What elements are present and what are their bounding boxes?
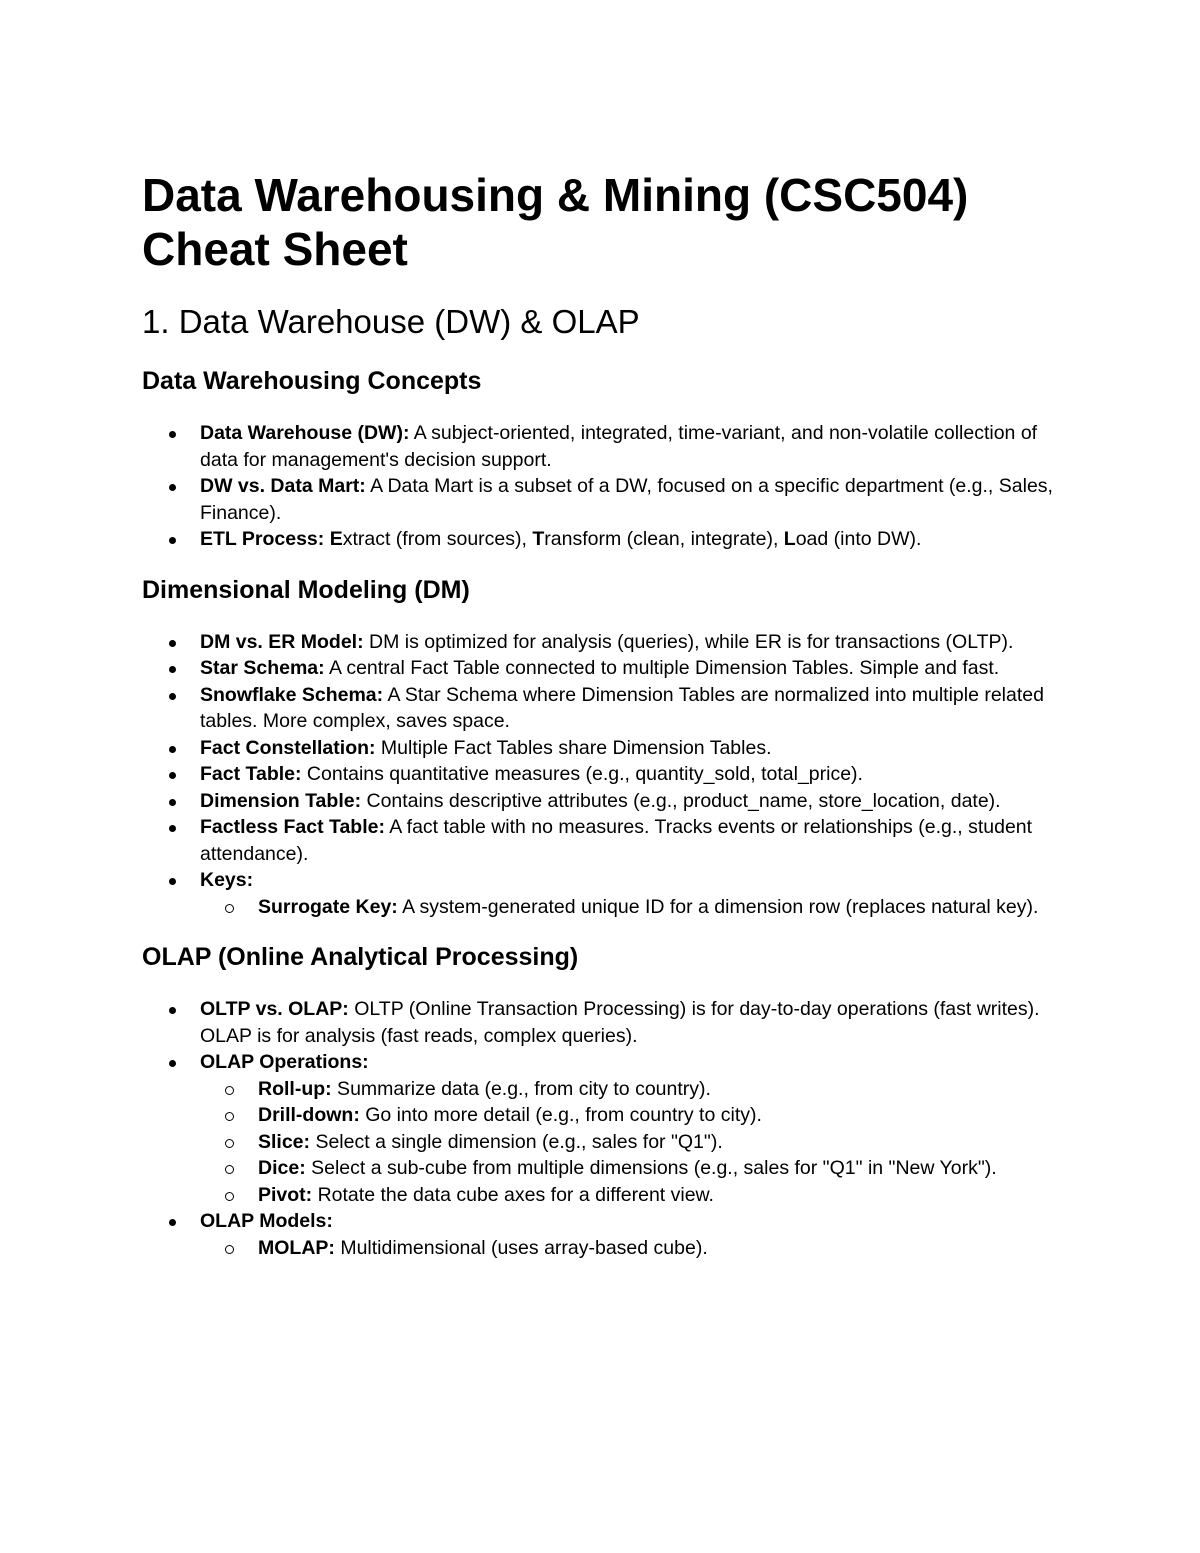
term: Drill-down: <box>258 1104 360 1126</box>
definition: Contains quantitative measures (e.g., quantity_sold, total_price). <box>301 763 863 785</box>
list-item <box>142 682 1062 735</box>
definition: Select a sub-cube from multiple dimensions (e.g., sales for "Q1" in "New York"). <box>305 1157 997 1179</box>
olap-list <box>142 996 1062 1261</box>
sub-list-item <box>200 1182 1062 1209</box>
bullet-icon <box>169 537 176 544</box>
hollow-bullet-icon <box>225 1086 234 1095</box>
etl-t: T <box>532 528 545 550</box>
title-line-2: Cheat Sheet <box>142 223 408 275</box>
term: Surrogate Key: <box>258 895 398 918</box>
sub-list-item <box>200 1129 1062 1156</box>
bullet-icon <box>169 1219 176 1226</box>
etl-e: E <box>329 528 343 550</box>
term: Pivot: <box>258 1183 313 1206</box>
sub-list-item <box>200 894 1062 921</box>
bullet-icon <box>169 666 176 673</box>
hollow-bullet-icon <box>225 904 234 913</box>
definition: Summarize data (e.g., from city to country). <box>331 1077 711 1100</box>
definition: Contains descriptive attributes (e.g., product_name, store_location, date). <box>361 789 1001 812</box>
term: Dimension Table: <box>200 789 362 812</box>
sub-list-item <box>200 1076 1062 1103</box>
bullet-icon <box>169 878 176 885</box>
bullet-icon <box>169 640 176 647</box>
list-item <box>142 1049 1062 1208</box>
term: Snowflake Schema: <box>200 683 384 706</box>
bullet-icon <box>169 431 176 438</box>
hollow-bullet-icon <box>225 1139 234 1148</box>
list-item <box>142 629 1062 656</box>
list-item <box>142 1208 1062 1261</box>
hollow-bullet-icon <box>225 1192 234 1201</box>
list-item <box>142 655 1062 682</box>
definition: Multidimensional (uses array-based cube). <box>334 1236 708 1259</box>
document-title <box>142 168 1062 276</box>
list-item <box>142 473 1062 526</box>
definition: OLTP (Online Transaction Processing) is for day-to-day operations (fast writes). OLAP is for analysis (fast reads, complex queries). <box>200 998 1040 1047</box>
list-item <box>142 420 1062 473</box>
bullet-icon <box>169 799 176 806</box>
sub-list-item <box>200 1235 1062 1262</box>
subsection-heading-dm: Dimensional Modeling (DM) <box>142 575 470 604</box>
bullet-icon <box>169 484 176 491</box>
definition: Rotate the data cube axes for a different view. <box>312 1183 714 1206</box>
term: Data Warehouse (DW): <box>200 422 410 444</box>
title-line-1: Data Warehousing & Mining (CSC504) <box>142 169 969 221</box>
list-item <box>142 996 1062 1049</box>
definition: Go into more detail (e.g., from country to city). <box>359 1104 762 1126</box>
bullet-icon <box>169 746 176 753</box>
etl-load: oad (into DW). <box>795 528 922 550</box>
term: MOLAP: <box>258 1236 335 1259</box>
definition: A central Fact Table connected to multiple Dimension Tables. Simple and fast. <box>324 657 1000 679</box>
term: DM vs. ER Model: <box>200 630 364 653</box>
term: ETL Process: <box>200 528 325 550</box>
etl-extract: xtract (from sources), <box>342 528 533 550</box>
term: Star Schema: <box>200 657 325 679</box>
list-item <box>142 526 1062 553</box>
term: Fact Table: <box>200 763 302 785</box>
definition: DM is optimized for analysis (queries), while ER is for transactions (OLTP). <box>363 630 1014 653</box>
bullet-icon <box>169 825 176 832</box>
keys-sublist <box>200 894 1062 921</box>
olap-models-sublist <box>200 1235 1062 1262</box>
olap-operations-sublist <box>200 1076 1062 1209</box>
list-item <box>142 735 1062 762</box>
definition: A system-generated unique ID for a dimension row (replaces natural key). <box>397 895 1039 918</box>
document-page <box>142 168 1062 1261</box>
list-item <box>142 814 1062 867</box>
subsection-heading-olap: OLAP (Online Analytical Processing) <box>142 943 579 971</box>
definition: A subject-oriented, integrated, time-variant, and non-volatile collection of data for management's decision support. <box>200 422 1038 471</box>
bullet-icon <box>169 693 176 700</box>
subsection-heading-dw-concepts: Data Warehousing Concepts <box>142 367 482 395</box>
definition: A Data Mart is a subset of a DW, focused on a specific department (e.g., Sales, Finance). <box>200 475 1053 524</box>
definition: A Star Schema where Dimension Tables are normalized into multiple related tables. More complex, saves space. <box>200 683 1044 732</box>
term: Factless Fact Table: <box>200 816 385 838</box>
hollow-bullet-icon <box>225 1165 234 1174</box>
term: OLTP vs. OLAP: <box>200 998 349 1020</box>
term: Dice: <box>258 1157 306 1179</box>
term: Roll-up: <box>258 1077 332 1100</box>
sub-list-item <box>200 1102 1062 1129</box>
hollow-bullet-icon <box>225 1245 234 1254</box>
term: DW vs. Data Mart: <box>200 475 366 497</box>
term: OLAP Operations: <box>200 1051 369 1073</box>
term: Fact Constellation: <box>200 736 376 759</box>
definition: A fact table with no measures. Tracks events or relationships (e.g., student attendance). <box>200 816 1033 865</box>
bullet-icon <box>169 772 176 779</box>
etl-transform: ransform (clean, integrate), <box>544 528 784 550</box>
term: Slice: <box>258 1130 311 1153</box>
definition: Multiple Fact Tables share Dimension Tables. <box>375 736 772 759</box>
sub-list-item <box>200 1155 1062 1182</box>
definition: Select a single dimension (e.g., sales for "Q1"). <box>310 1130 723 1153</box>
dw-concepts-list <box>142 420 1062 553</box>
list-item <box>142 867 1062 920</box>
bullet-icon <box>169 1007 176 1014</box>
list-item <box>142 761 1062 788</box>
hollow-bullet-icon <box>225 1112 234 1121</box>
etl-l: L <box>783 528 796 550</box>
bullet-icon <box>169 1060 176 1067</box>
term: OLAP Models: <box>200 1210 333 1232</box>
dm-list <box>142 629 1062 921</box>
section-heading: 1. Data Warehouse (DW) & OLAP <box>142 303 640 340</box>
term: Keys: <box>200 869 254 891</box>
list-item <box>142 788 1062 815</box>
